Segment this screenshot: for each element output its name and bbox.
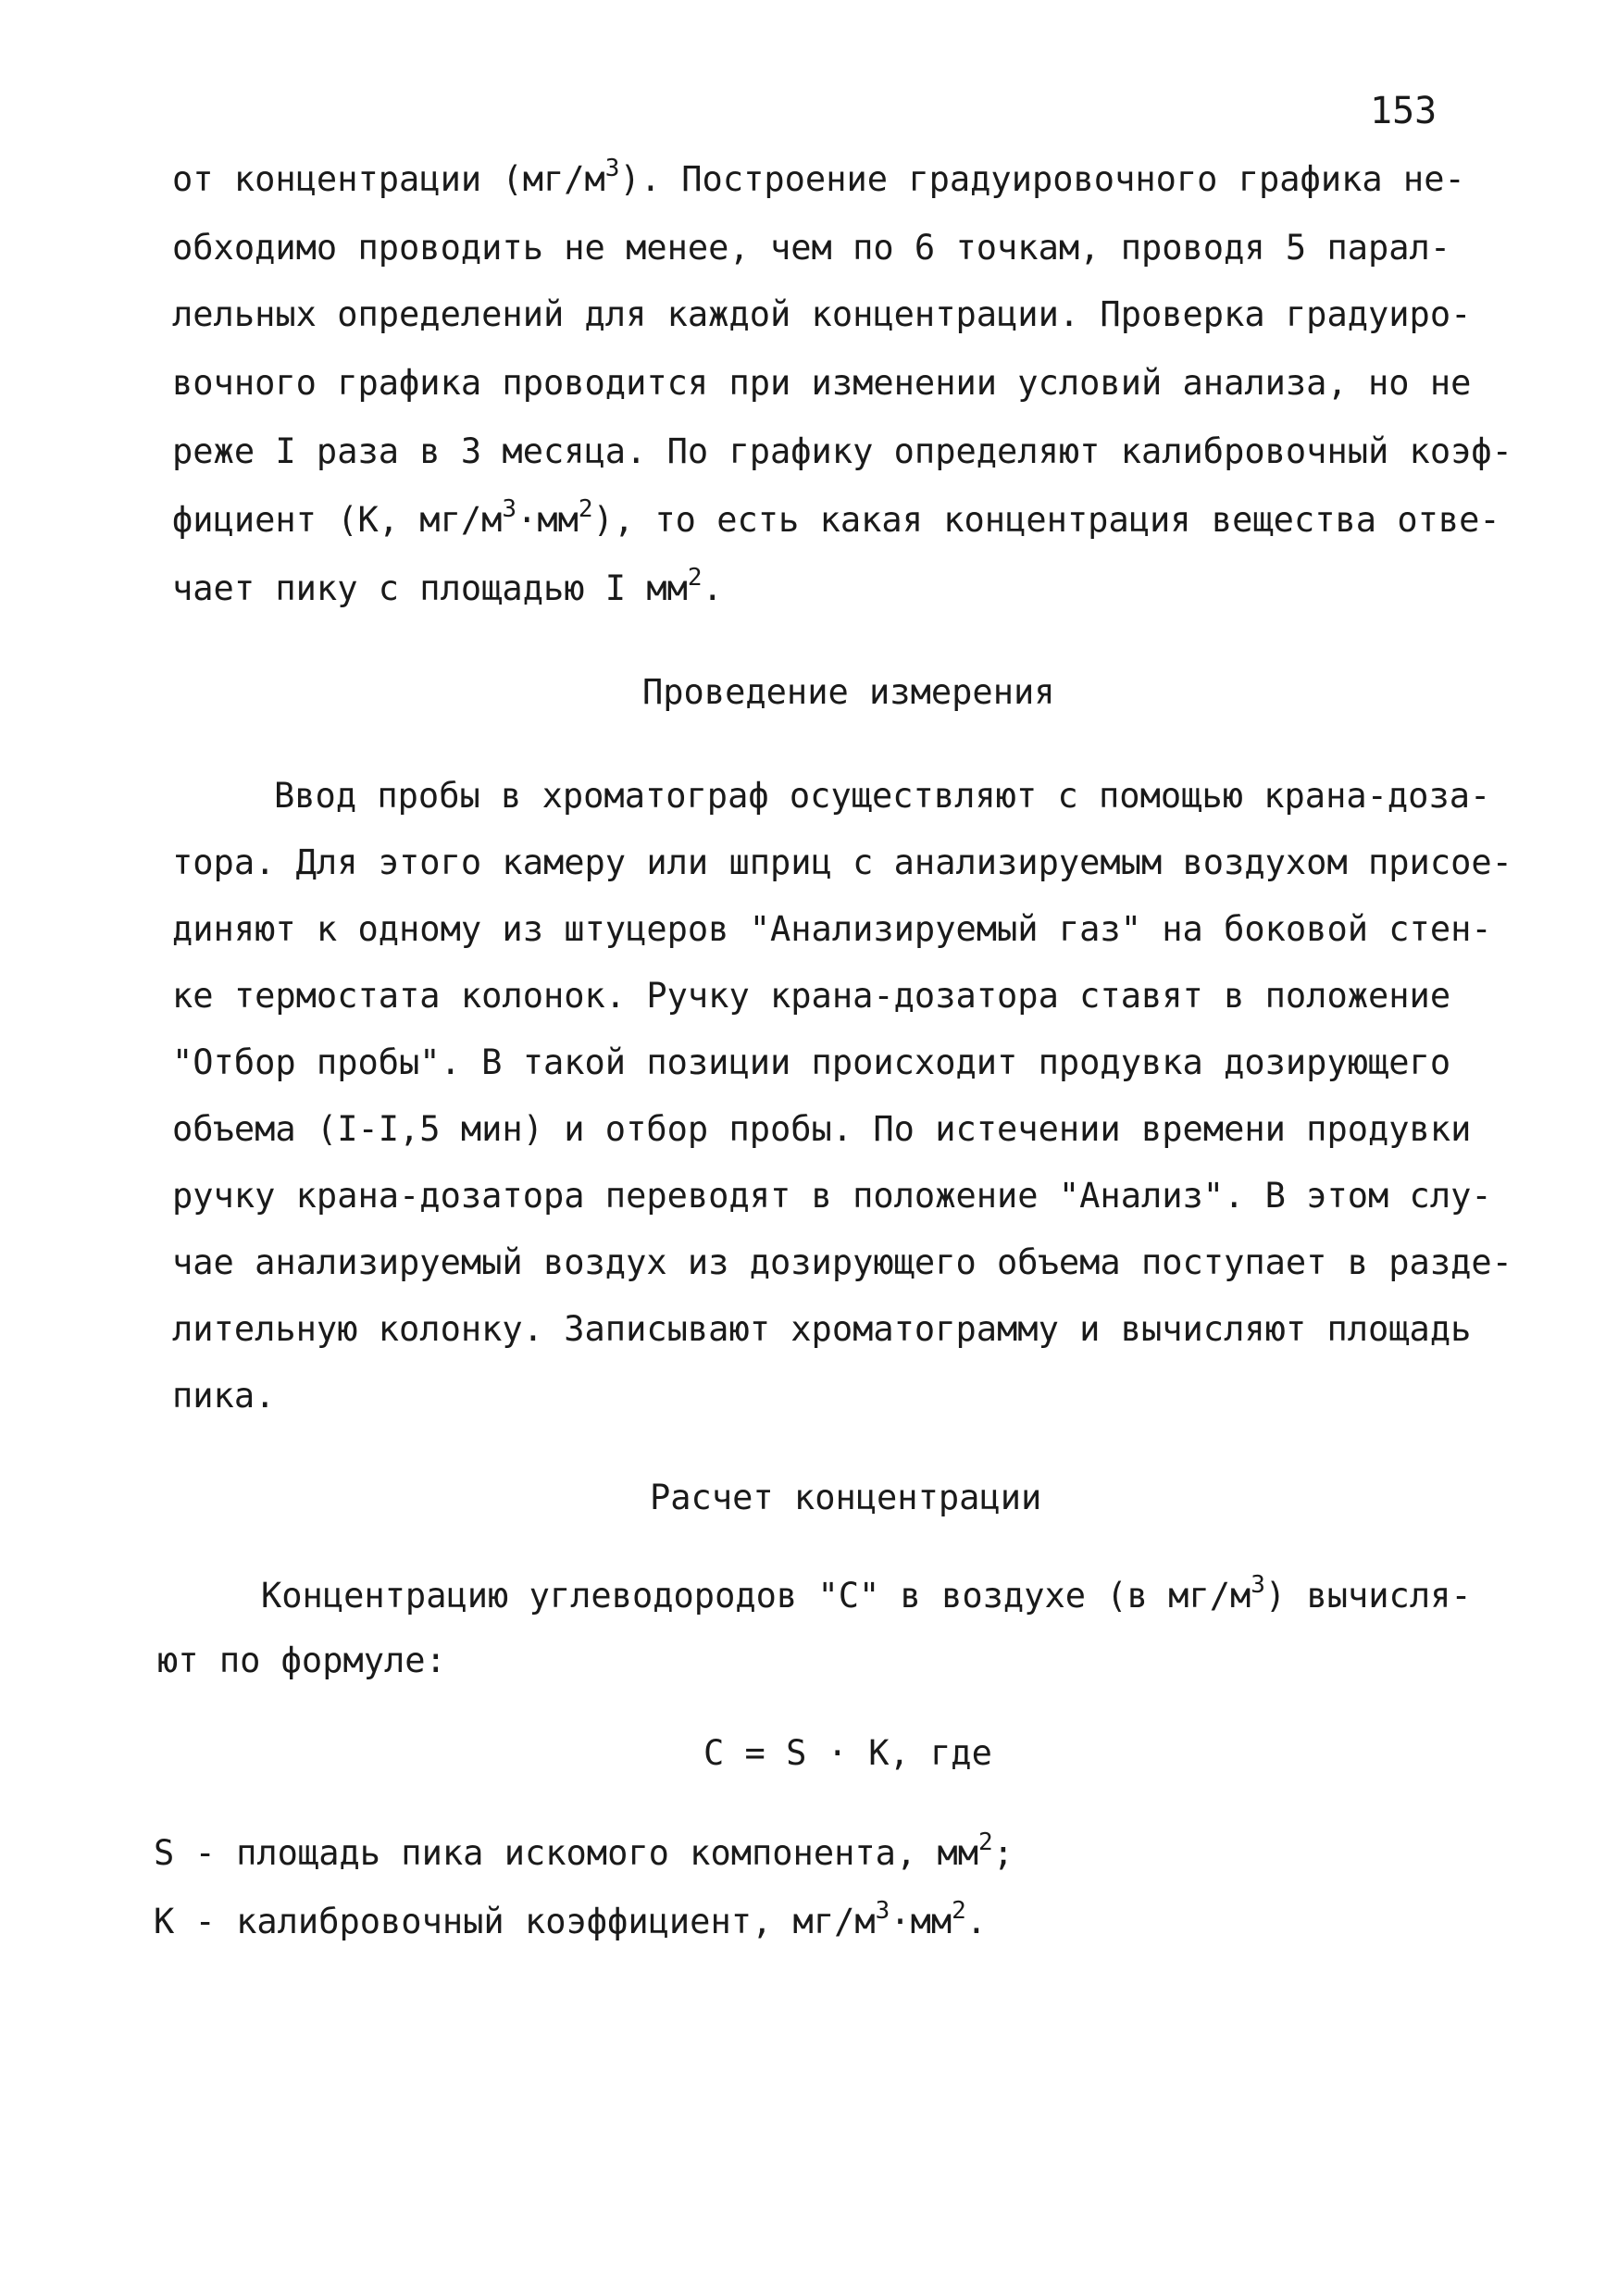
paragraph-line: Ввод пробы в хроматограф осуществляют с помощью крана-доза-	[274, 776, 1491, 816]
paragraph-line: реже I раза в 3 месяца. По графику определяют калибровочный коэф-	[172, 431, 1512, 471]
definition-line: S - площадь пика искомого компонента, $мм^2$;	[154, 1828, 1014, 1873]
paragraph-line: чае анализируемый воздух из дозирующего объема поступает в разде-	[172, 1242, 1512, 1282]
paragraph-line: лельных определений для каждой концентрации. Проверка градуиро-	[172, 294, 1472, 334]
paragraph-line: ют по формуле:	[157, 1641, 446, 1680]
paragraph-line: ручку крана-дозатора переводят в положение "Анализ". В этом слу-	[172, 1176, 1492, 1216]
paragraph-line: фициент (К, $мг/м^3\cdot мм^2$), то есть какая концентрация вещества отве-	[172, 495, 1500, 540]
paragraph-line: ке термостата колонок. Ручку крана-дозатора ставят в положение	[172, 976, 1451, 1016]
section-heading-calculation: Расчет концентрации	[650, 1478, 1042, 1517]
paragraph-line: "Отбор пробы". В такой позиции происходит продувка дозирующего	[172, 1042, 1451, 1082]
formula: С = S · К, где	[703, 1733, 992, 1773]
paragraph-line: от концентрации $(мг/м^3)$. Построение градуировочного графика не-	[172, 155, 1465, 199]
paragraph-line: вочного графика проводится при изменении условий анализа, но не	[172, 363, 1472, 403]
section-heading-measurement: Проведение измерения	[642, 672, 1055, 712]
paragraph-line: чает пику с площадью I $мм^2$.	[172, 564, 723, 608]
paragraph-line: Концентрацию углеводородов "С" в воздухе (в $мг/м^3$) вычисля-	[261, 1571, 1472, 1616]
paragraph-line: лительную колонку. Записывают хроматограмму и вычисляют площадь	[172, 1309, 1472, 1349]
paragraph-line: объема (I-I,5 мин) и отбор пробы. По истечении времени продувки	[172, 1109, 1472, 1149]
paragraph-line: пика.	[172, 1376, 276, 1416]
paragraph-line: тора. Для этого камеру или шприц с анализируемым воздухом присое-	[172, 842, 1512, 882]
definition-line: К - калибровочный коэффициент, $мг/м^3\cdot мм^2$.	[154, 1897, 988, 1941]
paragraph-line: диняют к одному из штуцеров "Анализируемый газ" на боковой стен-	[172, 909, 1492, 949]
page-number: 153	[1370, 90, 1438, 132]
paragraph-line: обходимо проводить не менее, чем по 6 точкам, проводя 5 парал-	[172, 228, 1451, 268]
